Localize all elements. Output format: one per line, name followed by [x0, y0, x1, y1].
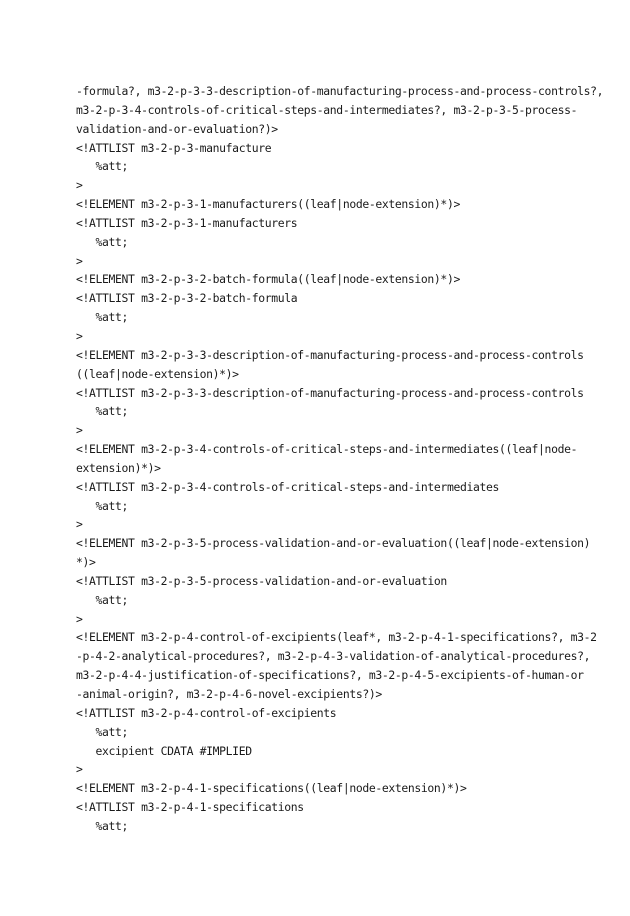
code-line: <!ELEMENT m3-2-p-3-2-batch-formula((leaf|node-extension)*)> [76, 272, 460, 287]
code-line: -p-4-2-analytical-procedures?, m3-2-p-4-3-validation-of-analytical-procedures?, [76, 649, 591, 664]
code-line: %att; [76, 818, 129, 833]
code-line: > [76, 423, 83, 438]
code-line: <!ATTLIST m3-2-p-4-1-specifications [76, 800, 304, 815]
code-line: %att; [76, 592, 129, 607]
code-line: %att; [76, 310, 129, 325]
code-line: > [76, 517, 83, 532]
code-line: > [76, 762, 83, 777]
code-line: excipient CDATA #IMPLIED [76, 743, 252, 758]
code-line: %att; [76, 404, 129, 419]
code-line: <!ATTLIST m3-2-p-3-2-batch-formula [76, 291, 298, 306]
code-line: %att; [76, 234, 129, 249]
code-line: ((leaf|node-extension)*)> [76, 366, 239, 381]
code-line: <!ATTLIST m3-2-p-3-manufacture [76, 140, 272, 155]
code-line: -animal-origin?, m3-2-p-4-6-novel-excipients?)> [76, 687, 382, 701]
code-line: m3-2-p-4-4-justification-of-specifications?, m3-2-p-4-5-excipients-of-human-or [76, 668, 584, 683]
code-line: <!ELEMENT m3-2-p-3-5-process-validation-and-or-evaluation((leaf|node-extension) [76, 536, 591, 551]
code-line: > [76, 178, 83, 193]
code-line: *)> [76, 555, 96, 570]
code-line: -formula?, m3-2-p-3-3-description-of-manufacturing-process-and-process-controls?, [76, 84, 604, 98]
code-line: > [76, 328, 83, 343]
code-line: <!ELEMENT m3-2-p-3-4-controls-of-critical-steps-and-intermediates((leaf|node- [76, 442, 578, 457]
code-line: <!ATTLIST m3-2-p-3-3-description-of-manufacturing-process-and-process-controls [76, 385, 584, 400]
code-line: validation-and-or-evaluation?)> [76, 121, 278, 136]
code-line: extension)*)> [76, 460, 161, 475]
code-line: %att; [76, 724, 129, 739]
code-line: <!ATTLIST m3-2-p-4-control-of-excipients [76, 705, 337, 720]
code-line: <!ELEMENT m3-2-p-3-3-description-of-manufacturing-process-and-process-controls [76, 347, 584, 362]
dtd-code-block [76, 82, 604, 836]
code-line: <!ATTLIST m3-2-p-3-5-process-validation-and-or-evaluation [76, 573, 447, 588]
code-line: <!ELEMENT m3-2-p-3-1-manufacturers((leaf|node-extension)*)> [76, 197, 460, 212]
code-line: > [76, 253, 83, 268]
code-line: <!ATTLIST m3-2-p-3-4-controls-of-critical-steps-and-intermediates [76, 479, 500, 494]
code-line: <!ELEMENT m3-2-p-4-1-specifications((leaf|node-extension)*)> [76, 781, 467, 796]
code-line: %att; [76, 159, 129, 174]
code-line: %att; [76, 498, 129, 513]
code-line: > [76, 611, 83, 626]
code-line: <!ATTLIST m3-2-p-3-1-manufacturers [76, 215, 298, 230]
code-line: <!ELEMENT m3-2-p-4-control-of-excipients(leaf*, m3-2-p-4-1-specifications?, m3-2 [76, 630, 597, 645]
code-line: m3-2-p-3-4-controls-of-critical-steps-and-intermediates?, m3-2-p-3-5-process- [76, 102, 578, 117]
